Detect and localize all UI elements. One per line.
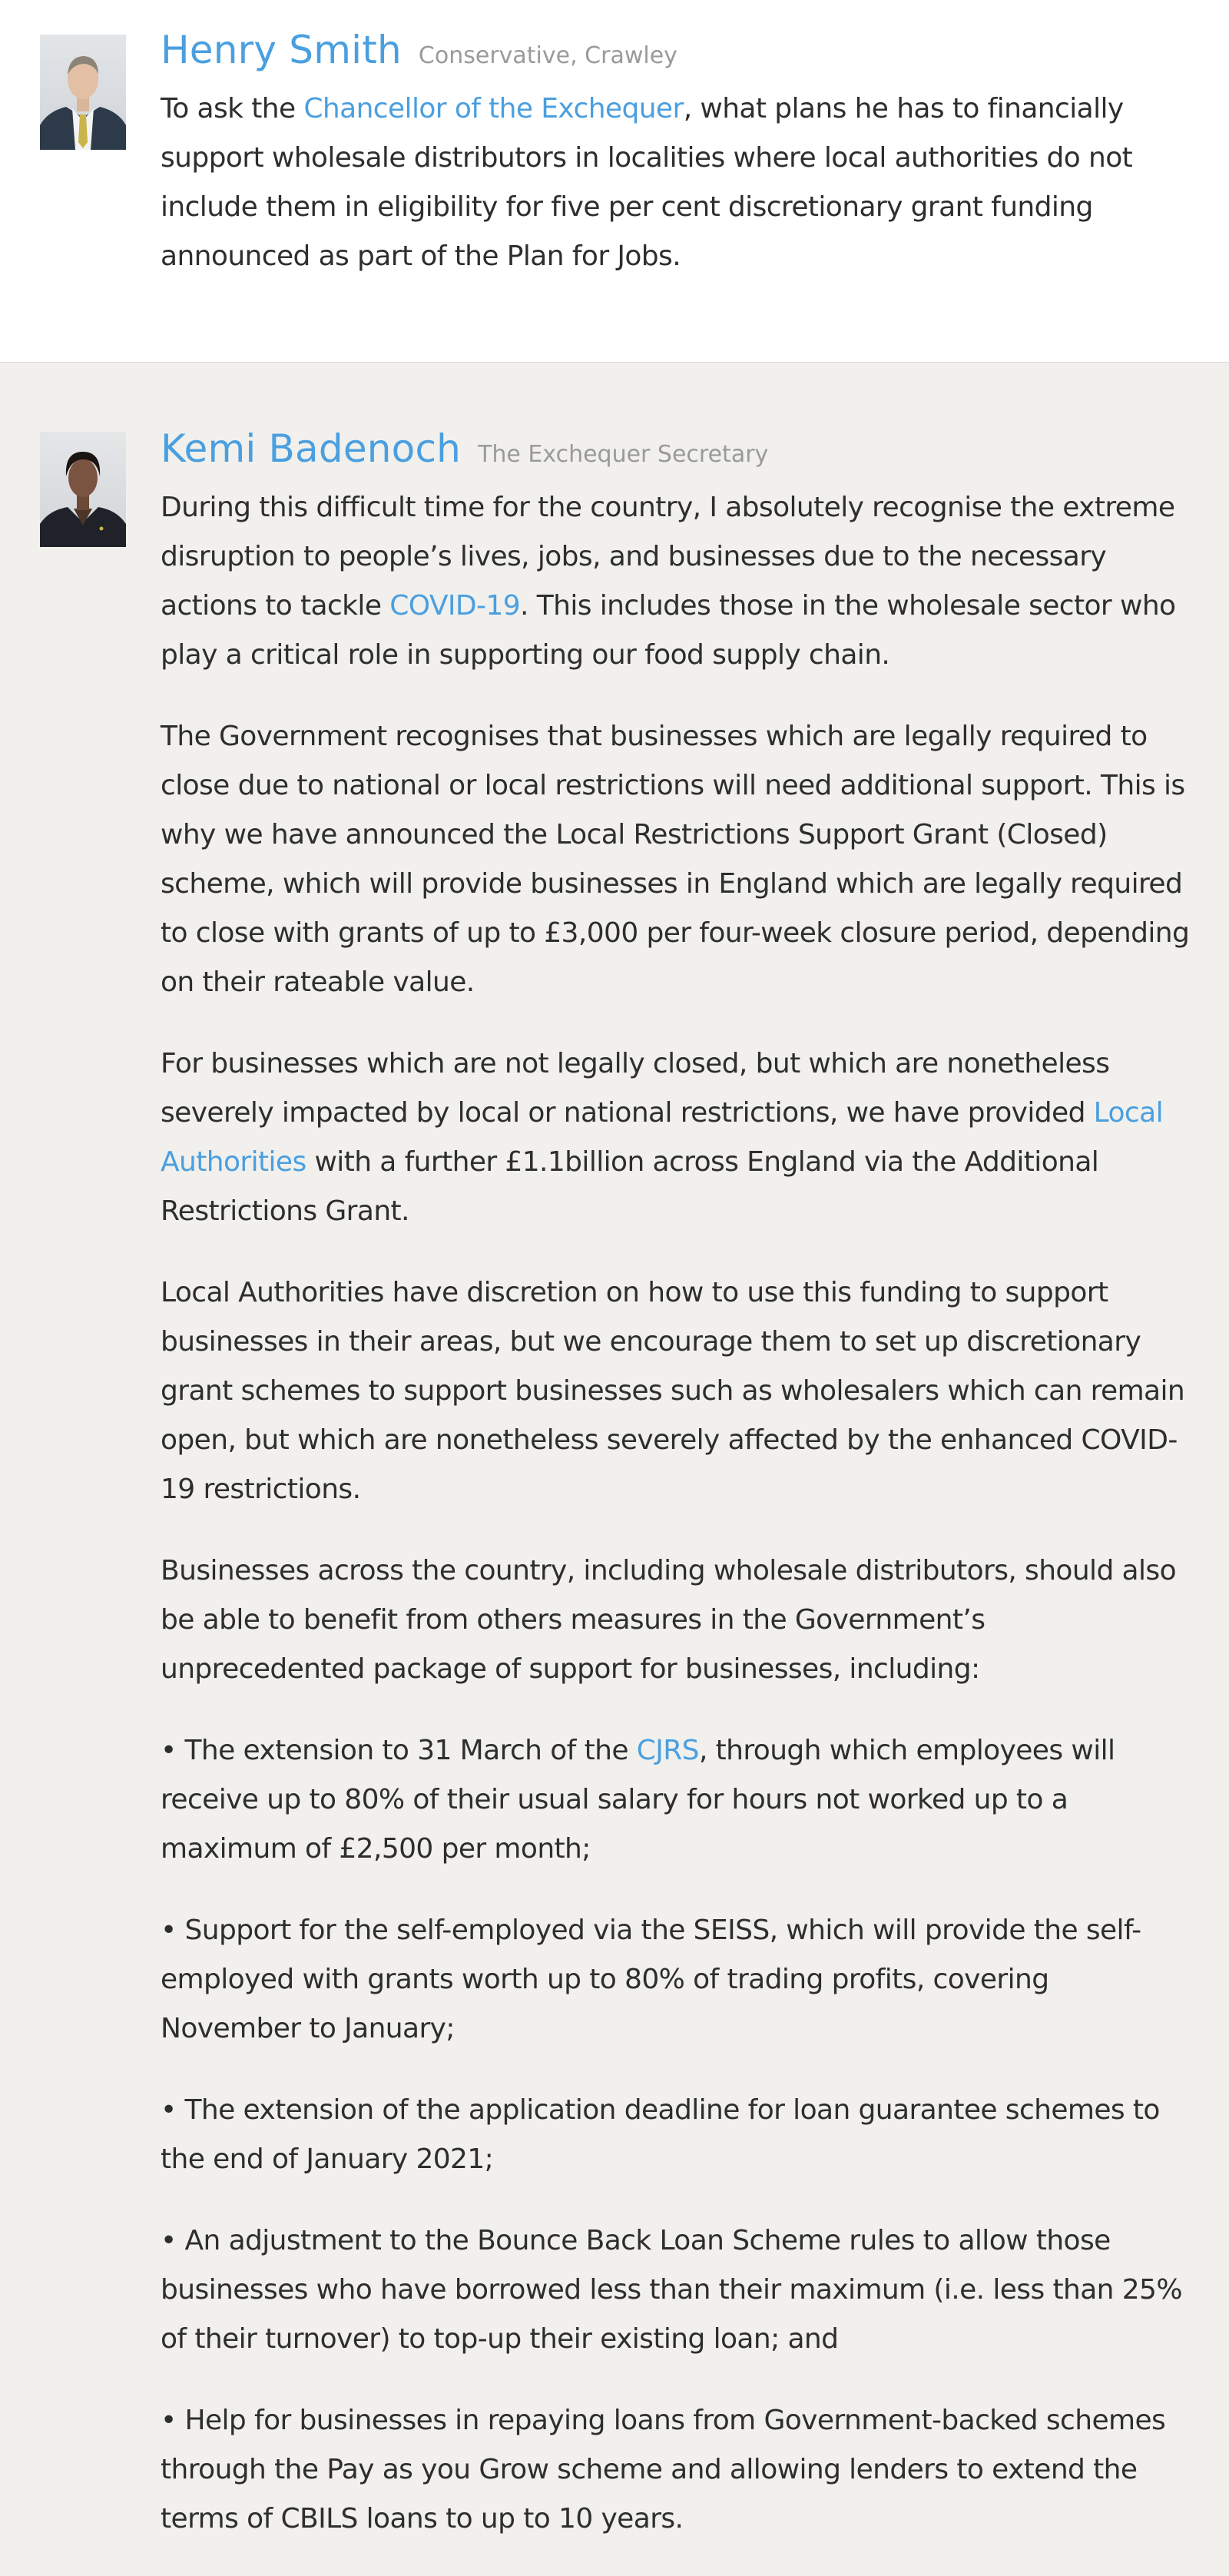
- member-name-link[interactable]: Kemi Badenoch: [161, 426, 462, 471]
- answer-paragraph-4: Local Authorities have discretion on how to use this funding to support businesses in their areas, but we encourage them to set up discretionary grant schemes to support businesses such as wholesalers which can remain open, but which are nonetheless severely affected by the enhanced COVID-19 restrictions.: [161, 1277, 1185, 1505]
- member-name-link[interactable]: Henry Smith: [161, 28, 402, 72]
- answer-paragraph-2: The Government recognises that businesses which are legally required to close due to national or local restrictions will need additional support. This is why we have announced the Local Restrictions Support Grant (Closed) scheme, which will provide businesses in England which are legally required to close with grants of up to £3,000 per four-week closure period, depending on their rateable value.: [161, 721, 1190, 998]
- avatar-portrait-icon: [40, 35, 126, 150]
- question-section: [0, 0, 1229, 363]
- member-role: Conservative, Crawley: [418, 42, 677, 69]
- answer-bullet-seiss: • Support for the self-employed via the SEISS, which will provide the self-employed with grants worth up to 80% of trading profits, covering November to January;: [161, 1915, 1141, 2044]
- local-authorities-link[interactable]: Local Authorities: [161, 1097, 1163, 1178]
- question-text: To ask the Chancellor of the Exchequer, what plans he has to financially support wholesale distributors in localities where local authorities do not include them in eligibility for five per cent discretionary grant funding announced as part of the Plan for Jobs.: [161, 93, 1133, 272]
- chancellor-link[interactable]: Chancellor of the Exchequer: [303, 93, 684, 124]
- question-content: [161, 28, 1190, 313]
- cjrs-link[interactable]: CJRS: [636, 1735, 699, 1766]
- answer-bullet-cjrs: • The extension to 31 March of the CJRS, through which employees will receive up to 80% of their usual salary for hours not worked up to a maximum of £2,500 per month;: [161, 1735, 1115, 1865]
- covid-19-link[interactable]: COVID-19: [389, 590, 521, 622]
- avatar-portrait-icon: [40, 432, 126, 547]
- answer-bullet-loan-deadline: • The extension of the application deadline for loan guarantee schemes to the end of January 2021;: [161, 2094, 1160, 2175]
- question-header: [161, 28, 1190, 83]
- member-avatar-kemi-badenoch[interactable]: [40, 432, 126, 547]
- member-avatar-henry-smith[interactable]: [40, 35, 126, 150]
- answer-paragraph-3: For businesses which are not legally closed, but which are nonetheless severely impacted by local or national restrictions, we have provided Local Authorities with a further £1.1billion across England via the Additional Restrictions Grant.: [161, 1048, 1163, 1227]
- answer-header: [161, 426, 1190, 482]
- answer-paragraph-1: During this difficult time for the country, I absolutely recognise the extreme disruption to people’s lives, jobs, and businesses due to the necessary actions to tackle COVID-19. This includes those in the wholesale sector who play a critical role in supporting our food supply chain.: [161, 492, 1176, 671]
- answer-bullet-bounce-back: • An adjustment to the Bounce Back Loan Scheme rules to allow those businesses who have borrowed less than their maximum (i.e. less than 25% of their turnover) to top-up their existing loan; and: [161, 2225, 1182, 2355]
- answer-paragraph-5: Businesses across the country, including wholesale distributors, should also be able to benefit from others measures in the Government’s unprecedented package of support for businesses, including:: [161, 1555, 1176, 1685]
- member-role: The Exchequer Secretary: [478, 441, 769, 468]
- answer-content: [161, 426, 1190, 2576]
- answer-bullet-pay-as-you-grow: • Help for businesses in repaying loans from Government-backed schemes through the Pay as you Grow scheme and allowing lenders to extend the terms of CBILS loans to up to 10 years.: [161, 2405, 1166, 2535]
